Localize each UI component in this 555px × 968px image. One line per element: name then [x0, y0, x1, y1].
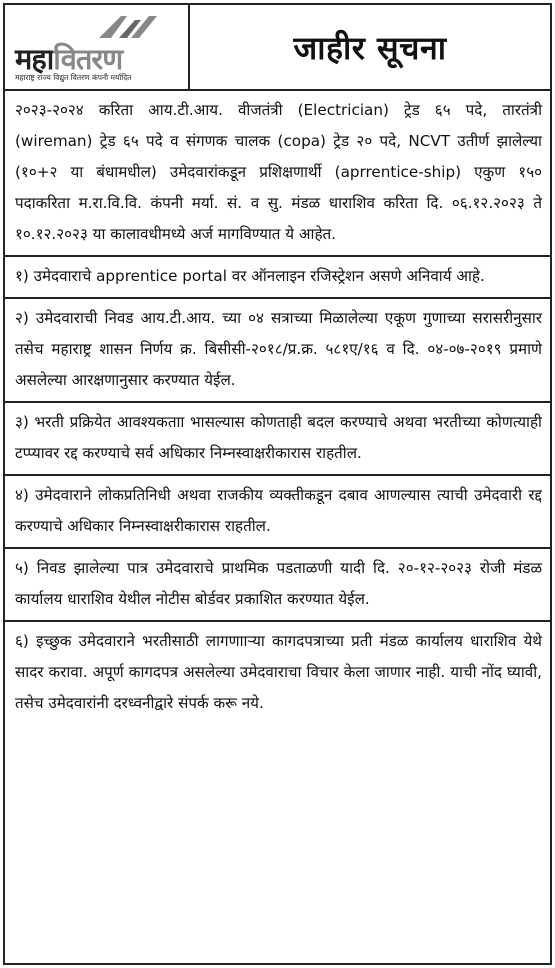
- notice-header: [5, 5, 550, 91]
- transmission-tower-icon: [97, 14, 159, 40]
- mahavitaran-logo: [5, 5, 190, 89]
- public-notice: [3, 3, 552, 965]
- logo-maha: महा: [15, 42, 54, 76]
- logo-vitaran: वितरण: [53, 42, 123, 76]
- title-box: [190, 5, 550, 89]
- notice-title: जाहीर सूचना: [293, 28, 447, 67]
- point-4: ४) उमेदवाराने लोकप्रतिनिधी अथवा राजकीय व्यक्तीकडून दबाव आणल्यास त्याची उमेदवारी रद्द करण्याचे अधिकार निम्नस्वाक्षरीकारास राहतील.: [5, 476, 550, 549]
- intro-paragraph: २०२३-२०२४ करिता आय.टी.आय. वीजतंत्री (Electrician) ट्रेड ६५ पदे, तारतंत्री (wireman) ट्रेड ६५ पदे व संगणक चालक (copa) ट्रेड २० पदे, NCVT उतीर्ण झालेल्या (१०+२ या बंधामधील) उमेदवारांकडून प्रशिक्षणार्थी (aprrentice-ship) एकुण १५० पदाकरिता म.रा.वि.वि. कंपनी मर्या. सं. व सु. मंडळ धाराशिव करिता दि. ०६.१२.२०२३ ते १०.१२.२०२३ या कालावधीमध्ये अर्ज मागविण्यात ये आहेत.: [5, 91, 550, 257]
- point-6: ६) इच्छुक उमेदवाराने भरतीसाठी लागणााऱ्या कागदपत्राच्या प्रती मंडळ कार्यालय धाराशिव येथे सादर करावा. अपूर्ण कागदपत्र असलेल्या उमेदवाराचा विचार केला जाणार नाही. याची नोंद घ्यावी, तसेच उमेदवारांनी दरध्वनीद्वारे संपर्क करू नये.: [15, 632, 542, 712]
- point-3: ३) भरती प्रक्रियेत आवश्यकताा भासल्यास कोणताही बदल करण्याचे अथवा भरतीच्या कोणत्याही टप्प्यावर रद्द करण्याचे सर्व अधिकार निम्नस्वाक्षरीकारास राहतील.: [5, 403, 550, 476]
- point-2: २) उमेदवाराची निवड आय.टी.आय. च्या ०४ सत्राच्या मिळालेल्या एकूण गुणाच्या सरासरीनुसार तसेच महाराष्ट्र शासन निर्णय क्र. बिसीसी-२०१८/प्र.क्र. ५८१ए/१६ व दि. ०४-०७-२०१९ प्रमाणे असलेल्या आरक्षणानुसार करण्यात येईल.: [5, 299, 550, 403]
- point-1: १) उमेदवाराचे apprentice portal वर ऑनलाइन रजिस्ट्रेशन असणे अनिवार्य आहे.: [5, 257, 550, 299]
- logo-tagline: महाराष्ट्र राज्य विद्युत वितरण कंपनी मर्यादित: [15, 73, 132, 82]
- point-5: ५) निवड झालेल्या पात्र उमेदवाराचे प्राथमिक पडताळणी यादी दि. २०-१२-२०२३ रोजी मंडळ कार्यालय धाराशिव येथील नोटीस बोर्डवर प्रकाशित करण्यात येईल.: [5, 549, 550, 622]
